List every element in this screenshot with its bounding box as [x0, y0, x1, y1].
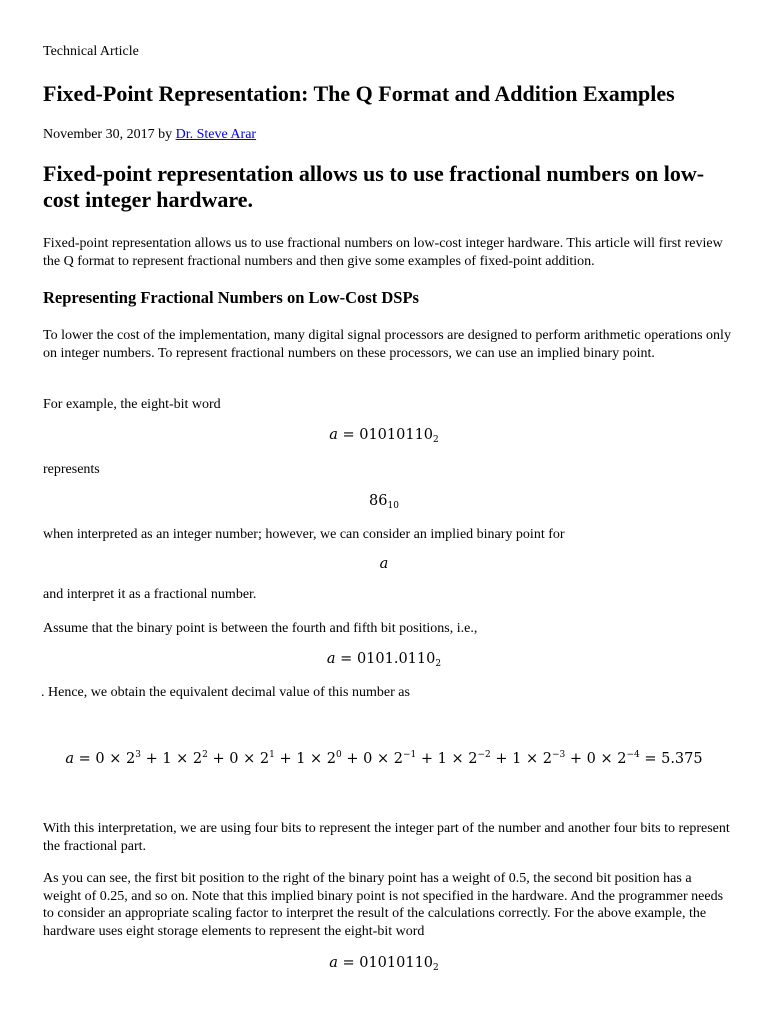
term-coefficient: 1 × 2	[512, 751, 552, 767]
plus-sign: +	[140, 751, 163, 767]
term-coefficient: 0 × 2	[363, 751, 403, 767]
equation-term	[587, 751, 640, 767]
plus-sign: +	[565, 751, 587, 767]
article-lead: Fixed-point representation allows us to use fractional numbers on low-cost integer hardware.	[43, 161, 705, 212]
article-title: Fixed-Point Representation: The Q Format and Addition Examples	[43, 81, 675, 106]
paragraph-interpretation: With this interpretation, we are using four bits to represent the integer part of the number and another four bits to represent the fractional part.	[43, 821, 730, 854]
equation-lhs: a	[65, 751, 75, 767]
equation-term	[363, 751, 416, 767]
plus-sign: +	[416, 751, 438, 767]
paragraph-fractional: and interpret it as a fractional number.	[43, 587, 257, 602]
term-exponent: 2	[202, 750, 208, 760]
term-exponent: 1	[269, 750, 275, 760]
equation-storage-word: $a = 01010110_2$	[329, 955, 439, 973]
equation-term	[229, 751, 275, 767]
equation-term	[296, 751, 342, 767]
equals-sign: =	[639, 751, 662, 767]
section-heading: Representing Fractional Numbers on Low-Cost DSPs	[43, 288, 419, 307]
equation-word: $a = 01010110_2$	[329, 427, 439, 445]
paragraph-hence: . Hence, we obtain the equivalent decimal value of this number as	[41, 685, 410, 700]
author-link[interactable]: Dr. Steve Arar	[175, 127, 257, 142]
paragraph-integer: when interpreted as an integer number; however, we can consider an implied binary point for	[43, 527, 565, 542]
term-exponent: 0	[336, 750, 342, 760]
equation-variable: a	[379, 556, 389, 572]
term-exponent: 3	[135, 750, 141, 760]
term-coefficient: 0 × 2	[586, 751, 627, 767]
paragraph-implementation: To lower the cost of the implementation, many digital signal processors are designed to perform arithmetic operations only on integer numbers. To represent fractional numbers on these processors, we can use an implied binary point.	[43, 328, 731, 361]
equation-term	[95, 751, 141, 767]
plus-sign: +	[490, 751, 513, 767]
equation-expansion	[43, 749, 725, 769]
term-coefficient: 1 × 2	[296, 751, 337, 767]
equation-term	[512, 751, 565, 767]
paragraph-assume: Assume that the binary point is between the fourth and fifth bit positions, i.e.,	[43, 621, 478, 636]
term-coefficient: 0 × 2	[229, 751, 270, 767]
equation-decimal: $86_{10}$	[369, 493, 399, 511]
term-exponent: −2	[477, 750, 491, 760]
term-exponent: −4	[626, 750, 640, 760]
equation-result: 5.375	[661, 751, 703, 767]
equation-term	[438, 751, 491, 767]
term-exponent: −1	[402, 750, 417, 760]
term-exponent: −3	[551, 750, 566, 760]
plus-sign: +	[274, 751, 297, 767]
term-coefficient: 1 × 2	[437, 751, 478, 767]
plus-sign: +	[341, 751, 364, 767]
plus-sign: +	[207, 751, 230, 767]
term-coefficient: 0 × 2	[95, 751, 136, 767]
term-coefficient: 1 × 2	[162, 751, 203, 767]
publish-date: November 30, 2017	[43, 127, 155, 142]
byline-by: by	[158, 127, 173, 142]
equation-binary-point: $a = 0101.0110_2$	[326, 651, 442, 669]
article-kicker: Technical Article	[43, 44, 139, 59]
paragraph-represents: represents	[43, 462, 100, 477]
paragraph-example: For example, the eight-bit word	[43, 397, 221, 412]
paragraph-weights: As you can see, the first bit position to the right of the binary point has a weight of 0.5, the second bit position has a weight of 0.25, and so on. Note that this implied binary point is not specified in the hardware. And the programmer needs to consider an appropriate scaling factor to interpret the result of the calculations correctly. For the above example, the hardware uses eight storage elements to represent the eight-bit word	[43, 871, 724, 939]
intro-paragraph: Fixed-point representation allows us to use fractional numbers on low-cost integer hardware. This article will first review the Q format to represent fractional numbers and then give some examples of fixed-point addition.	[43, 236, 723, 269]
byline	[43, 126, 256, 144]
equals-sign: =	[74, 751, 96, 767]
equation-term	[162, 751, 208, 767]
